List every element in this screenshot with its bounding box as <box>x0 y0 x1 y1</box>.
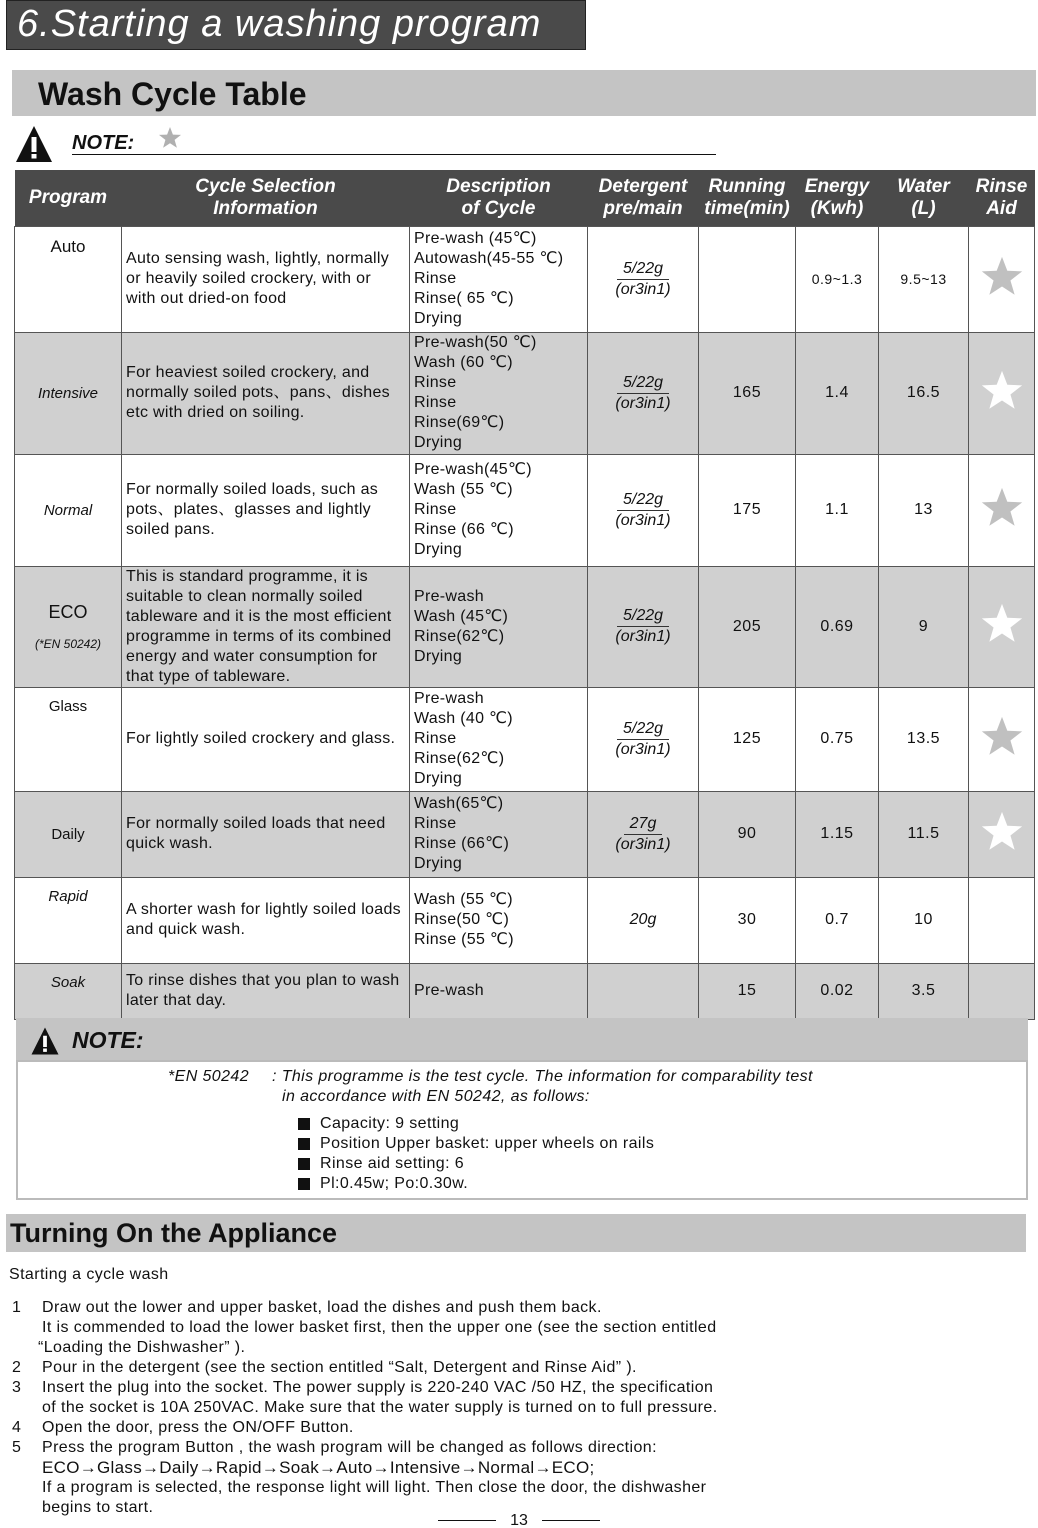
water-value: 11.5 <box>879 791 969 877</box>
running-time: 90 <box>699 791 796 877</box>
cycle-info: This is standard programme, it is suitable to clean normally soiled tableware and it is the most efficient programme in terms of its combined energy and water consumption for that type of tableware. <box>122 566 410 687</box>
detergent-amount: 5/22g (or3in1) <box>588 226 699 332</box>
cycle-info: For normally soiled loads, such as pots、plates、glasses and lightly soiled pans. <box>122 454 410 566</box>
wash-cycle-band <box>12 70 1036 116</box>
rinse-aid-cell <box>969 687 1035 791</box>
water-value: 10 <box>879 877 969 963</box>
rinse-aid-cell <box>969 332 1035 454</box>
cycle-info: For heaviest soiled crockery, and normally soiled pots、pans、dishes etc with dried on soiling. <box>122 332 410 454</box>
note2-label: NOTE: <box>72 1027 144 1053</box>
running-time: 175 <box>699 454 796 566</box>
warning-icon <box>14 124 54 164</box>
cycle-info: Auto sensing wash, lightly, normally or heavily soiled crockery, with or with out dried-on food <box>122 226 410 332</box>
detergent-amount: 5/22g (or3in1) <box>588 687 699 791</box>
header-description: Description of Cycle <box>410 170 588 226</box>
water-value: 9 <box>879 566 969 687</box>
water-value: 3.5 <box>879 963 969 1019</box>
header-program: Program <box>15 170 122 226</box>
star-icon <box>980 715 1024 759</box>
water-value: 13 <box>879 454 969 566</box>
step-1: 1 Draw out the lower and upper basket, load the dishes and push them back. It is commended to load the lower basket first, then the upper one (see the section entitled “Loading the Dishwasher” ). <box>12 1299 717 1356</box>
cycle-info: For normally soiled loads that need quick wash. <box>122 791 410 877</box>
cycle-description: Wash(65℃) Rinse Rinse (66℃) Drying <box>410 791 588 877</box>
cycle-info: A shorter wash for lightly soiled loads and quick wash. <box>122 877 410 963</box>
running-time <box>699 226 796 332</box>
energy-value: 0.7 <box>796 877 879 963</box>
cycle-info: To rinse dishes that you plan to wash later that day. <box>122 963 410 1019</box>
intro-text: Starting a cycle wash <box>9 1266 169 1283</box>
wash-cycle-table <box>14 170 1035 1020</box>
detergent-amount: 27g (or3in1) <box>588 791 699 877</box>
table-row <box>15 566 1035 687</box>
en-reference: *EN 50242 <box>168 1068 249 1085</box>
program-name: ECO (*EN 50242) <box>15 566 122 687</box>
turning-on-heading: Turning On the Appliance <box>10 1218 337 1248</box>
program-name: Intensive <box>15 332 122 454</box>
energy-value: 1.15 <box>796 791 879 877</box>
test-conditions-list <box>298 1114 654 1194</box>
step-3: 3 Insert the plug into the socket. The power supply is 220-240 VAC /50 HZ, the specification of the socket is 10A 250VAC. Make sure that the water supply is turned on to full pressure. <box>12 1379 718 1416</box>
step-5: 5 Press the program Button , the wash program will be changed as follows direction: ECO→Glass→Daily→Rapid→Soak→Auto→Intensive→Normal→ECO; If a program is selected, the response light will light. Then close the door, the dishwasher begins to start. <box>12 1438 1022 1518</box>
note2-line2: in accordance with EN 50242, as follows: <box>282 1088 590 1105</box>
cycle-description: Pre-wash(50 ℃) Wash (60 ℃) Rinse Rinse Rinse(69℃) Drying <box>410 332 588 454</box>
page-number: 13 <box>0 1512 1038 1528</box>
rinse-aid-cell <box>969 791 1035 877</box>
detergent-amount: 20g <box>588 877 699 963</box>
turning-on-band <box>6 1214 1026 1252</box>
energy-value: 1.4 <box>796 332 879 454</box>
note-label: NOTE: <box>72 132 135 154</box>
cycle-info: For lightly soiled crockery and glass. <box>122 687 410 791</box>
running-time: 30 <box>699 877 796 963</box>
rinse-aid-cell <box>969 226 1035 332</box>
star-icon <box>980 810 1024 854</box>
energy-value: 0.69 <box>796 566 879 687</box>
cycle-description: Pre-wash (45℃) Autowash(45-55 ℃) Rinse Rinse( 65 ℃) Drying <box>410 226 588 332</box>
program-name: Normal <box>15 454 122 566</box>
header-energy: Energy (Kwh) <box>796 170 879 226</box>
detergent-amount: 5/22g (or3in1) <box>588 566 699 687</box>
note-underline <box>72 154 716 155</box>
program-name: Auto <box>15 226 122 332</box>
header-cycle-info: Cycle Selection Information <box>122 170 410 226</box>
water-value: 9.5~13 <box>879 226 969 332</box>
star-icon <box>980 602 1024 646</box>
table-row <box>15 963 1035 1019</box>
energy-value: 0.75 <box>796 687 879 791</box>
program-sequence: ECO→Glass→Daily→Rapid→Soak→Auto→Intensive→Normal→ECO; <box>42 1458 595 1477</box>
energy-value: 0.9~1.3 <box>796 226 879 332</box>
program-name: Soak <box>15 963 122 1019</box>
list-item: Rinse aid setting: 6 <box>298 1154 654 1174</box>
table-row <box>15 791 1035 877</box>
cycle-description: Pre-wash Wash (40 ℃) Rinse Rinse(62℃) Drying <box>410 687 588 791</box>
detergent-amount <box>588 963 699 1019</box>
star-icon <box>980 255 1024 299</box>
rinse-aid-cell <box>969 566 1035 687</box>
program-name: Glass <box>15 687 122 791</box>
running-time: 15 <box>699 963 796 1019</box>
list-item: Pl:0.45w; Po:0.30w. <box>298 1174 654 1194</box>
cycle-description: Pre-wash <box>410 963 588 1019</box>
program-name: Rapid <box>15 877 122 963</box>
wash-cycle-heading: Wash Cycle Table <box>38 76 307 112</box>
cycle-description: Pre-wash(45℃) Wash (55 ℃) Rinse Rinse (66 ℃) Drying <box>410 454 588 566</box>
table-row <box>15 454 1035 566</box>
note2-box <box>16 1060 1028 1200</box>
table-header-row <box>15 170 1035 226</box>
section-title-banner <box>6 0 586 50</box>
table-row <box>15 687 1035 791</box>
star-icon <box>980 369 1024 413</box>
cycle-description: Pre-wash Wash (45℃) Rinse(62℃) Drying <box>410 566 588 687</box>
header-rinse-aid: Rinse Aid <box>969 170 1035 226</box>
step-4: 4 Open the door, press the ON/OFF Button. <box>12 1419 354 1436</box>
header-running-time: Running time(min) <box>699 170 796 226</box>
note2-band <box>16 1018 1028 1060</box>
list-item: Position Upper basket: upper wheels on rails <box>298 1134 654 1154</box>
running-time: 205 <box>699 566 796 687</box>
energy-value: 1.1 <box>796 454 879 566</box>
table-row <box>15 877 1035 963</box>
running-time: 125 <box>699 687 796 791</box>
star-icon <box>980 486 1024 530</box>
program-name: Daily <box>15 791 122 877</box>
table-row <box>15 226 1035 332</box>
step-2: 2 Pour in the detergent (see the section entitled “Salt, Detergent and Rinse Aid” ). <box>12 1359 637 1376</box>
star-icon <box>158 126 182 150</box>
rinse-aid-cell <box>969 454 1035 566</box>
warning-icon <box>30 1026 60 1056</box>
header-detergent: Detergent pre/main <box>588 170 699 226</box>
rinse-aid-cell <box>969 877 1035 963</box>
note2-line1: : This programme is the test cycle. The information for comparability test <box>272 1068 813 1085</box>
water-value: 13.5 <box>879 687 969 791</box>
running-time: 165 <box>699 332 796 454</box>
section-title: 6.Starting a washing program <box>17 3 542 45</box>
water-value: 16.5 <box>879 332 969 454</box>
header-water: Water (L) <box>879 170 969 226</box>
list-item: Capacity: 9 setting <box>298 1114 654 1134</box>
note-header <box>14 124 734 168</box>
cycle-description: Wash (55 ℃) Rinse(50 ℃) Rinse (55 ℃) <box>410 877 588 963</box>
energy-value: 0.02 <box>796 963 879 1019</box>
steps-list <box>12 1298 1022 1518</box>
detergent-amount: 5/22g (or3in1) <box>588 454 699 566</box>
table-row <box>15 332 1035 454</box>
rinse-aid-cell <box>969 963 1035 1019</box>
detergent-amount: 5/22g (or3in1) <box>588 332 699 454</box>
